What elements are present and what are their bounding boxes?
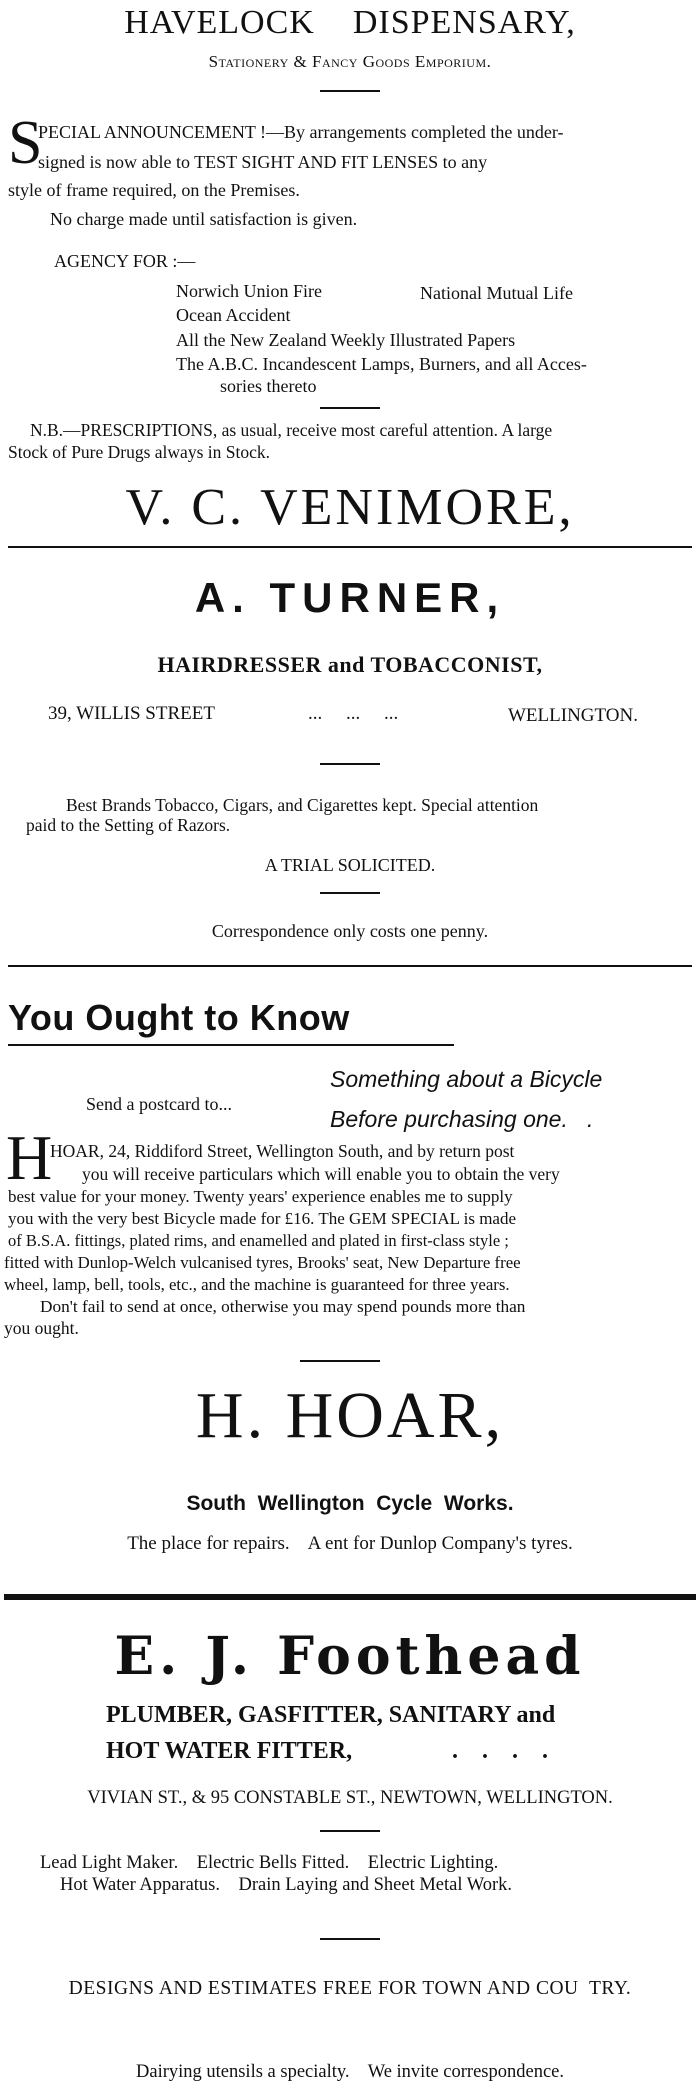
agency-label: AGENCY FOR :—	[54, 251, 196, 271]
hoar-body-line: you will receive particulars which will enable you to obtain the very	[82, 1164, 560, 1184]
foothead-name: E. J. Foothead	[114, 1626, 586, 1687]
turner-trial: A TRIAL SOLICITED.	[264, 855, 436, 875]
foothead-address: VIVIAN ST., & 95 CONSTABLE ST., NEWTOWN, WELLINGTON.	[87, 1788, 613, 1808]
headline-underline	[8, 1044, 454, 1046]
divider-short	[320, 763, 380, 765]
turner-address-dots: ... ... ...	[308, 703, 399, 724]
foothead-trade-line-2: HOT WATER FITTER,	[106, 1738, 353, 1764]
hoar-body-line: you ought.	[4, 1318, 79, 1338]
turner-address-city: WELLINGTON.	[508, 705, 638, 726]
hoar-body-line: you with the very best Bicycle made for £16. The GEM SPECIAL is made	[8, 1209, 517, 1228]
nb-line-1: N.B.—PRESCRIPTIONS, as usual, receive most careful attention. A large	[30, 420, 553, 440]
foothead-designs: DESIGNS AND ESTIMATES FREE FOR TOWN AND COU TRY.	[68, 1978, 632, 1999]
foothead-trade-dots: . . . .	[452, 1738, 548, 1764]
foothead-dairying: Dairying utensils a specialty. We invite correspondence.	[136, 2062, 564, 2082]
no-charge-line: No charge made until satisfaction is given.	[50, 209, 358, 229]
section-divider	[4, 1594, 696, 1600]
foothead-services-line-1: Lead Light Maker. Electric Bells Fitted. Electric Lighting.	[40, 1853, 499, 1873]
divider-short	[320, 407, 380, 409]
agency-item: Ocean Accident	[176, 305, 291, 325]
hoar-body-line: of B.S.A. fittings, plated rims, and enamelled and plated in first-class style ;	[8, 1231, 509, 1250]
hoar-tagline-2: Before purchasing one. .	[330, 1106, 594, 1132]
turner-name: A. TURNER,	[194, 574, 506, 621]
foothead-services-line-2: Hot Water Apparatus. Drain Laying and Sheet Metal Work.	[60, 1875, 513, 1895]
havelock-subtitle: Stationery & Fancy Goods Emporium.	[208, 52, 492, 71]
turner-correspondence: Correspondence only costs one penny.	[211, 921, 489, 941]
turner-address-street: 39, WILLIS STREET	[48, 703, 215, 724]
agency-item: All the New Zealand Weekly Illustrated Papers	[176, 330, 516, 350]
hoar-body-line: Don't fail to send at once, otherwise you may spend pounds more than	[40, 1297, 526, 1316]
special-line-3: style of frame required, on the Premises.	[8, 180, 300, 200]
divider-short	[320, 1830, 380, 1832]
hoar-body-line: wheel, lamp, bell, tools, etc., and the machine is guaranteed for three years.	[4, 1275, 510, 1294]
hoar-body-line: fitted with Dunlop-Welch vulcanised tyres, Brooks' seat, New Departure free	[4, 1253, 521, 1272]
hoar-body-line: HOAR, 24, Riddiford Street, Wellington South, and by return post	[50, 1141, 515, 1161]
turner-trade: HAIRDRESSER and TOBACCONIST,	[157, 652, 543, 677]
agency-item: National Mutual Life	[420, 283, 573, 303]
special-line-2: signed is now able to TEST SIGHT AND FIT LENSES to any	[38, 152, 488, 172]
divider-short	[320, 892, 380, 894]
section-divider	[8, 546, 692, 548]
agency-item: sories thereto	[220, 376, 317, 396]
hoar-tagline-1: Something about a Bicycle	[330, 1066, 603, 1092]
hoar-send-postcard: Send a postcard to...	[86, 1094, 232, 1114]
section-divider	[8, 965, 692, 967]
divider-short	[320, 1938, 380, 1940]
nb-line-2: Stock of Pure Drugs always in Stock.	[8, 442, 270, 462]
foothead-trade-line-1: PLUMBER, GASFITTER, SANITARY and	[106, 1702, 556, 1728]
divider-short	[320, 90, 380, 92]
turner-brands-line-2: paid to the Setting of Razors.	[26, 815, 231, 835]
havelock-proprietor: V. C. VENIMORE,	[125, 479, 575, 536]
special-dropcap: S	[8, 109, 43, 177]
hoar-repairs: The place for repairs. A ent for Dunlop Company's tyres.	[127, 1533, 573, 1554]
hoar-headline: You Ought to Know	[8, 997, 350, 1038]
divider-short	[300, 1360, 380, 1362]
agency-item: Norwich Union Fire	[176, 281, 322, 301]
hoar-body-line: best value for your money. Twenty years' experience enables me to supply	[8, 1187, 513, 1206]
havelock-title: HAVELOCK DISPENSARY,	[124, 4, 576, 41]
agency-item: The A.B.C. Incandescent Lamps, Burners, and all Acces-	[176, 354, 587, 374]
turner-brands-line-1: Best Brands Tobacco, Cigars, and Cigarettes kept. Special attention	[66, 795, 539, 815]
hoar-dropcap: H	[6, 1122, 53, 1193]
hoar-name: H. HOAR,	[195, 1379, 505, 1452]
hoar-works: South Wellington Cycle Works.	[186, 1492, 514, 1515]
special-line-1: PECIAL ANNOUNCEMENT !—By arrangements completed the under-	[38, 122, 564, 142]
